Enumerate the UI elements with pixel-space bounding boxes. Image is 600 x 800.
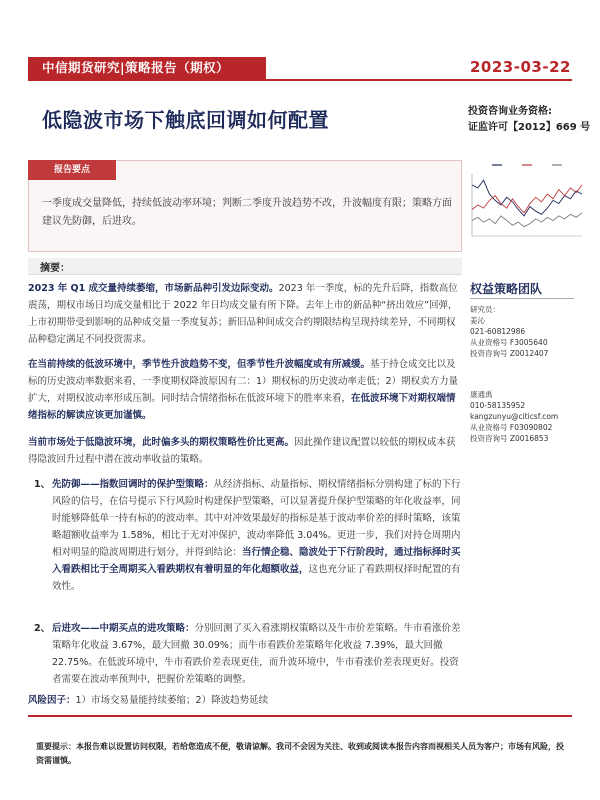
line-series-b: [472, 185, 582, 213]
item-1-number: 1、: [34, 479, 51, 490]
analyst-2-name: 康通禹: [470, 390, 493, 399]
analyst-2-consult: 投资咨询号 Z0016853: [470, 434, 549, 443]
p2-bold-1: 在当前持续的低波环境中，季节性升波趋势不变，但季节性升波幅度或有所减缓。: [28, 359, 371, 370]
report-brand-bar: 中信期货研究|策略报告（期权）: [28, 57, 266, 79]
p3-bold: 当前市场处于低隐波环境，此时偏多头的期权策略性价比更高。: [28, 437, 295, 448]
risk-factors: [28, 692, 462, 709]
item-1-bold-1: 先防御——指数回调时的保护型策略：: [52, 479, 214, 490]
analyst-2-info: [470, 389, 558, 444]
analyst-2-email: kangzunyu@citicsf.com: [470, 412, 559, 421]
abstract-paragraph-3: [28, 434, 462, 468]
abstract-label: 摘要：: [40, 263, 70, 274]
analyst-2-cert: 从业资格号 F03090802: [470, 423, 553, 432]
license-info: [468, 104, 590, 136]
mini-line-chart: [462, 158, 588, 250]
item-1-rest: 这也充分证了看跌期权择时配置的有效性。: [52, 564, 461, 592]
risk-text: 1）市场交易量能持续萎缩；2）降波趋势延续: [75, 695, 269, 706]
p1-text: 2023 年一季度，标的先升后降，指数高位震荡，期权市场日均成交量相比于 2022 年日均成交量有所下降。去年上市的新品种“挤出效应”回弹，上市初期带受到影响的品种成交量一季度复苏；新旧品种间成交合约期限结构呈现持续差异，不同期权品种稳定满足不同投资需求。: [28, 283, 458, 345]
key-points-tag: 报告要点: [28, 160, 116, 180]
report-date: 2023-03-22: [470, 58, 571, 76]
footer-divider: [28, 715, 572, 717]
analyst-1-role: 研究员：: [470, 305, 500, 314]
page-title: 低隐波市场下触底回调如何配置: [42, 108, 329, 132]
team-divider: [470, 298, 574, 299]
item-2-text: [52, 620, 462, 688]
item-2-number: 2、: [34, 623, 51, 634]
license-line-2: 证监许可【2012】669 号: [468, 122, 591, 133]
analyst-1-cert: 从业资格号 F3005640: [470, 338, 548, 347]
item-2-bold: 后进攻——中期买点的进攻策略：: [52, 623, 195, 634]
abstract-paragraph-2: [28, 356, 462, 424]
risk-bold: 风险因子：: [28, 695, 76, 706]
p3-text: 因此操作建议配置以较低的期权成本获得隐波回升过程中潜在波动率收益的策略。: [28, 437, 456, 465]
p2-text: 基于持仓成交比以及标的历史波动率数据来看，一季度期权降波原因有二：1）期权标的历史波动率走低；2）期权卖方力量扩大，对期权波动率形成压制。同时结合情绪指标在低波环境下的胜率来看，: [28, 359, 459, 404]
analyst-1-info: [470, 304, 548, 359]
item-1-bold-2: 当行情企稳、隐波处于下行阶段时，通过指标择时买入看跌相比于全周期买入看跌期权有着明显的年化超额收益，: [52, 547, 461, 575]
p2-bold-2: 在低波环境下对期权端情绪指标的解读应该更加谨慎。: [28, 393, 456, 421]
analyst-1-consult: 投资咨询号 Z0012407: [470, 349, 549, 358]
item-1-text: [52, 476, 462, 595]
abstract-paragraph-1: [28, 280, 462, 348]
analyst-2-phone: 010-58135952: [470, 401, 526, 410]
abstract-header-bar: [28, 258, 462, 275]
item-2-rest: 分别回测了买入看涨期权策略以及牛市价差策略。牛市看涨价差策略年化收益 3.67%，最大回撤 30.09%；而牛市看跌价差策略年化收益 7.39%，最大回撤 22.75%。在低波环境中，牛市看跌价差表现更佳，而升波环境中，牛市看涨价差表现更好。投资者需要在波动率预判中，把握价差策略的调整。: [52, 623, 461, 685]
analyst-1-name: 姜沁: [470, 316, 485, 325]
p1-bold: 2023 年 Q1 成交量持续萎缩，市场新品种引发边际变动。: [28, 283, 279, 294]
item-1-mid: 从经济指标、动量指标、期权情绪指标分别构建了标的下行风险的信号，在信号提示下行风险时构建保护型策略，可以显著提升保护型策略的年化收益率，同时能够降低单一持有标的的波动率。其中对冲效果最好的指标是基于波动率价差的择时策略，该策略超额收益率为 1.58%，相比于无对冲保护，波动率降低 3.04%。更进一步，我们对持仓周期内相对明显的隐波周期进行划分，并得到结论：: [52, 479, 461, 558]
line-series-a: [472, 180, 582, 216]
team-title: 权益策略团队: [470, 282, 543, 296]
key-points-text: 一季度成交量降低，持续低波动率环境；判断二季度升波趋势不改，升波幅度有限；策略方面建议先防御，后进攻。: [42, 198, 452, 227]
footer-disclaimer: 重要提示：本报告难以设置访问权限，若给您造成不便，敬请谅解。我司不会因为关注、收到或阅读本报告内容而视相关人员为客户；市场有风险，投资需谨慎。: [36, 742, 564, 765]
license-line-1: 投资咨询业务资格:: [468, 106, 552, 117]
analyst-1-phone: 021-60812986: [470, 327, 526, 336]
line-series-c: [472, 213, 582, 227]
header-divider: [28, 79, 572, 81]
